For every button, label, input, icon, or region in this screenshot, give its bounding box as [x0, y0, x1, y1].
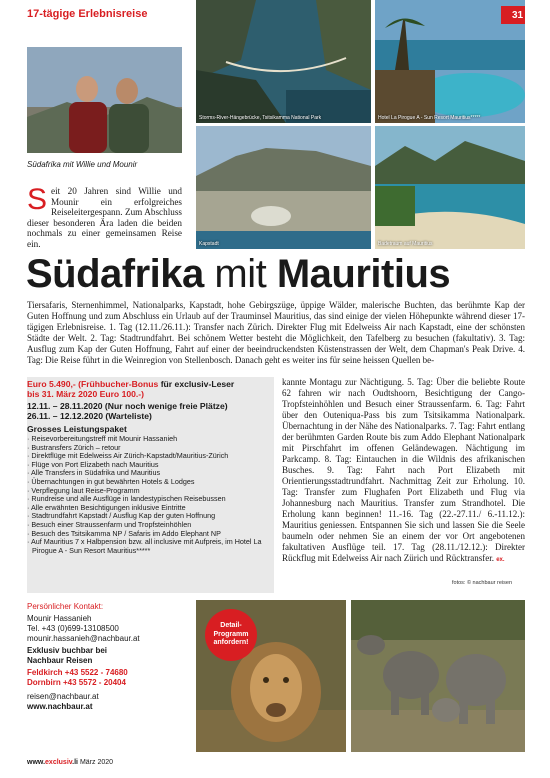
caption-cape-town: Kapstadt: [199, 241, 219, 247]
intro-paragraph: [27, 183, 182, 250]
page-title: [26, 252, 450, 297]
footer: [27, 759, 113, 766]
list-item: · Auf Mauritius 7 x Halbpension bzw. all inclusive mit Aufpreis, im Hotel La Pirogue A - Sun Resort Mauritius*****: [27, 538, 274, 555]
price-line-2: bis 31. März 2020 Euro 100.-): [27, 389, 145, 399]
list-item: · Rundreise und alle Ausflüge in landestypischen Reisebussen: [27, 495, 274, 504]
price-info: [27, 379, 234, 399]
photo-cape-town: [196, 126, 371, 249]
badge-line-1: Detail-: [220, 622, 242, 630]
article-body-top: Tiersafaris, Sternenhimmel, Nationalparks, Kapstadt, hohe Gebirgszüge, üppige Wälder, malerische Buchten, das berühmte Kap der Guten Hoffnung und zum Abschluss ein Urlaub auf der Trauminsel Mauritius, das sind einige der vielen Höhepunkte während dieser 17-tägigen Erlebnisreise. 1. Tag (12.11./26.11.): Transfer nach Zürich. Direkter Flug mit Edelweiss Air nach Kapstadt, eine der schönsten Städte der Welt. 2. Tag: Stadtrundfahrt. Bei schönem Wetter besteht die Möglichkeit, den Tafelberg zu besuchen (fakultativ). 3. Tag: Ausflug zum Kap der Guten Hoffnung, Fahrt auf einer der beeindruckendsten Küstenstrassen der Welt, dem Chapman's Peak Drive. 4. Tag: Die Reise führt in die Weinregion von Stellenbosch. Danach geht es weiter ins für seine heissen Quellen be-: [27, 300, 525, 365]
contact-name: Mounir Hassanieh: [27, 614, 92, 623]
photo-credit: fotos: © nachbaur reisen: [452, 580, 513, 586]
footer-prefix: www.: [27, 759, 46, 766]
badge-line-3: anfordern!: [213, 639, 249, 647]
footer-issue: März 2020: [79, 759, 114, 766]
photo-storms-river-bridge: [196, 0, 371, 123]
package-list: [27, 435, 274, 555]
article-body-right: [282, 377, 525, 566]
phone-dornbirn: Dornbirn +43 5572 - 20404: [27, 678, 126, 687]
list-item: · Besuch des Tsitsikamma NP / Safaris im Addo Elephant NP: [27, 530, 274, 539]
list-item: · Stadtrundfahrt Kapstadt / Ausflug Kap der guten Hoffnung: [27, 512, 274, 521]
booking-line-2: Nachbaur Reisen: [27, 656, 93, 665]
photo-hotel-la-pirogue: [375, 0, 525, 123]
title-part-1: Südafrika: [26, 252, 204, 296]
photo-caption-willie-mounir: Südafrika mit Willie und Mounir: [27, 160, 138, 169]
contact-block: [27, 602, 177, 712]
price-line-1: Euro 5.490,- (Frühbucher-Bonus: [27, 379, 159, 389]
list-item: · Reisevorbereitungstreff mit Mounir Hassanieh: [27, 435, 274, 444]
travel-dates: [27, 401, 228, 421]
section-tag: 17-tägige Erlebnisreise: [27, 8, 148, 20]
date-1: 12.11. – 28.11.2020 (Nur noch wenige freie Plätze): [27, 401, 228, 411]
footer-brand: exclusiv: [45, 759, 73, 766]
article-body-right-text: kannte Montagu zur Nächtigung. 5. Tag: Über die beliebte Route 62 fahren wir nach Oudtshoorn, Besichtigung der Cango-Tropfsteinhöhlen und Besuch einer Straussenfarm. 6. Tag: Fahrt über den Outeniqua-Pass bis zum Tsitsikamma Nationalpark. Übernachtung in der Nähe des Nationalparks. 7. Tag: Fahrt entlang der berühmten Garden Route bis zum Addo Elephant Nationalpark mit Pirschfahrt im offenen Geländewagen. Nächtigung im Parkcamp. 8. Tag: Eintauchen in die Wildnis des afrikanischen Busches. 9. Tag: Fahrt nach Port Elizabeth mit Orientierungsstadtrundfahrt. Nachmittag Zeit zur Erholung. 10. Tag: Transfer zum Flughafen Port Elizabeth und Flug via Johannesburg nach Mauritius. Transfer zum Strandhotel. Die Erholung kann beginnen! 11.-16. Tag (22.-27.11./ 6.-11.12.): Mauritius geniessen. Entspannen Sie sich und lassen Sie die Seele baumeln oder nehmen Sie an einem der vor Ort angebotenen fakultativen Ausflüge teil. 17. Tag (28.11./12.12.): Direkter Rückflug mit Edelweiss Air nach Zürich und Rücktransfer.: [282, 377, 525, 563]
offer-box: [27, 377, 274, 593]
footer-suffix: .li: [72, 759, 78, 766]
booking-line-1: Exklusiv buchbar bei: [27, 646, 108, 655]
list-item: · Übernachtungen in gut bewährten Hotels & Lodges: [27, 478, 274, 487]
photo-willie-mounir: [27, 47, 182, 153]
photo-mauritius-beach: [375, 126, 525, 249]
phone-feldkirch: Feldkirch +43 5522 - 74680: [27, 668, 128, 677]
contact-title: Persönlicher Kontakt:: [27, 602, 104, 611]
contact-phone: Tel. +43 (0)699-13108500: [27, 624, 119, 633]
detail-program-badge[interactable]: [205, 609, 257, 661]
end-mark: ex.: [496, 557, 505, 563]
list-item: · Alle erwähnten Besichtigungen inklusive Eintritte: [27, 504, 274, 513]
price-line-1b: für exclusiv-Leser: [158, 379, 235, 389]
title-part-2: mit: [203, 252, 277, 296]
list-item: · Alle Transfers in Südafrika und Mauritius: [27, 469, 274, 478]
title-part-3: Mauritius: [276, 252, 451, 296]
caption-bridge: Storms-River-Hängebrücke, Tsitsikamma National Park: [199, 115, 322, 121]
package-title: Grosses Leistungspaket: [27, 424, 127, 434]
list-item: · Direktflüge mit Edelweiss Air Zürich-Kapstadt/Mauritius-Zürich: [27, 452, 274, 461]
photo-elephants: [351, 600, 525, 752]
caption-hotel: Hotel La Pirogue A - Sun Resort Mauritius*****: [378, 115, 481, 121]
list-item: · Bustransfers Zürich – retour: [27, 444, 274, 453]
list-item: · Flüge von Port Elizabeth nach Mauritius: [27, 461, 274, 470]
intro-dropcap: S: [27, 183, 48, 216]
list-item: · Besuch einer Straussenfarm und Tropfsteinhöhlen: [27, 521, 274, 530]
contact-email[interactable]: mounir.hassanieh@nachbaur.at: [27, 634, 140, 643]
list-item: · Verpflegung laut Reise-Programm: [27, 487, 274, 496]
caption-beach: Badetraum auf Mauritius: [378, 241, 433, 247]
intro-text: eit 20 Jahren sind Willie und Mounir ein erfolgreiches Reiseleitergespann. Zum Abschluss dieser besonderen Ära laden die beiden nochmals zu einer gemeinsamen Reise ein.: [27, 186, 182, 249]
badge-line-2: Programm: [213, 630, 249, 638]
agency-email[interactable]: reisen@nachbaur.at: [27, 692, 99, 701]
agency-website[interactable]: www.nachbaur.at: [27, 702, 93, 711]
page-number: 31: [512, 10, 524, 21]
date-2: 26.11. – 12.12.2020 (Warteliste): [27, 411, 152, 421]
